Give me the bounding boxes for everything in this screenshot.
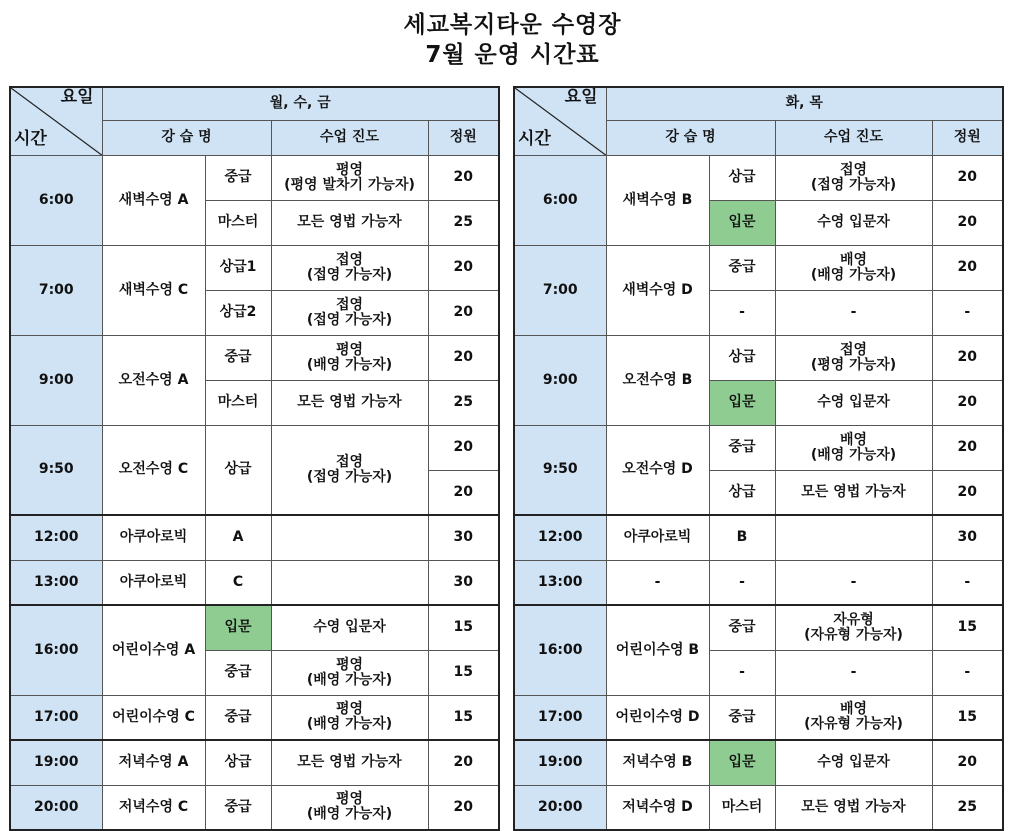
progress-line: (접영 가능자) xyxy=(306,468,393,485)
table-row xyxy=(10,335,499,380)
level-cell: C xyxy=(205,560,271,605)
table-row xyxy=(514,515,1003,560)
progress-line: (자유형 가능자) xyxy=(804,626,903,643)
time-cell: 20:00 xyxy=(10,785,102,830)
class-name-cell: 오전수영 C xyxy=(102,425,205,515)
time-cell: 9:00 xyxy=(10,335,102,425)
capacity-cell: 15 xyxy=(428,695,499,740)
progress-cell xyxy=(775,560,932,605)
class-name-cell: 오전수영 A xyxy=(102,335,205,425)
progress-line: 수영 입문자 xyxy=(313,619,386,636)
title-line-2: 7월 운영 시간표 xyxy=(425,42,600,68)
class-name-header: 강 습 명 xyxy=(102,120,271,155)
progress-line: 접영 xyxy=(335,296,364,313)
progress-cell xyxy=(271,425,428,515)
progress-cell xyxy=(271,785,428,830)
class-name-cell: 새벽수영 D xyxy=(606,245,709,335)
level-cell: - xyxy=(709,290,775,335)
time-cell: 12:00 xyxy=(10,515,102,560)
table-row xyxy=(514,155,1003,200)
time-cell: 9:50 xyxy=(10,425,102,515)
corner-header-cell xyxy=(10,87,102,155)
capacity-cell: 20 xyxy=(428,155,499,200)
level-cell: 상급 xyxy=(709,470,775,515)
level-cell: 중급 xyxy=(709,425,775,470)
progress-cell xyxy=(775,515,932,560)
progress-line: 접영 xyxy=(335,251,364,268)
progress-line: (접영 가능자) xyxy=(810,176,897,193)
level-cell: 중급 xyxy=(205,335,271,380)
capacity-cell: 15 xyxy=(428,605,499,650)
table-row xyxy=(10,785,499,830)
capacity-cell: - xyxy=(932,560,1003,605)
table-row xyxy=(10,425,499,470)
time-cell: 7:00 xyxy=(514,245,606,335)
level-cell: - xyxy=(709,560,775,605)
level-cell: 중급 xyxy=(709,605,775,650)
time-label: 시간 xyxy=(14,128,47,149)
progress-line: - xyxy=(850,664,857,680)
progress-cell xyxy=(271,740,428,785)
time-cell: 17:00 xyxy=(514,695,606,740)
time-cell: 12:00 xyxy=(514,515,606,560)
level-cell: 마스터 xyxy=(205,380,271,425)
class-name-cell: 어린이수영 D xyxy=(606,695,709,740)
time-cell: 16:00 xyxy=(10,605,102,695)
progress-line: 자유형 xyxy=(833,611,874,628)
level-cell: 중급 xyxy=(205,785,271,830)
progress-cell xyxy=(775,650,932,695)
progress-cell xyxy=(775,335,932,380)
schedule-table-tue-thu xyxy=(513,86,1004,831)
capacity-cell: 25 xyxy=(428,200,499,245)
progress-line: 모든 영법 가능자 xyxy=(801,483,906,500)
progress-cell xyxy=(271,515,428,560)
level-cell: 중급 xyxy=(709,695,775,740)
progress-line: 배영 xyxy=(839,251,868,268)
table-row xyxy=(514,605,1003,650)
progress-cell xyxy=(271,335,428,380)
table-row xyxy=(514,560,1003,605)
progress-cell xyxy=(775,740,932,785)
class-name-header: 강 습 명 xyxy=(606,120,775,155)
corner-header-cell xyxy=(514,87,606,155)
level-cell: 입문 xyxy=(709,200,775,245)
time-cell: 19:00 xyxy=(514,740,606,785)
time-cell: 13:00 xyxy=(10,560,102,605)
progress-line: 모든 영법 가능자 xyxy=(297,754,402,771)
progress-line: (접영 가능자) xyxy=(306,266,393,283)
capacity-cell: 20 xyxy=(428,290,499,335)
capacity-cell: 20 xyxy=(428,425,499,470)
time-cell: 6:00 xyxy=(514,155,606,245)
capacity-cell: 25 xyxy=(428,380,499,425)
level-cell: 마스터 xyxy=(205,200,271,245)
progress-line: 모든 영법 가능자 xyxy=(297,214,402,230)
table-row xyxy=(514,740,1003,785)
class-name-cell: 오전수영 D xyxy=(606,425,709,515)
level-cell: 상급 xyxy=(205,425,271,515)
progress-line: 평영 xyxy=(335,791,364,808)
progress-line: (배영 가능자) xyxy=(810,446,897,463)
progress-cell xyxy=(271,290,428,335)
time-cell: 9:50 xyxy=(514,425,606,515)
progress-line: - xyxy=(850,573,857,590)
progress-cell xyxy=(775,425,932,470)
class-name-cell: 새벽수영 B xyxy=(606,155,709,245)
level-cell: 중급 xyxy=(205,155,271,200)
title-line-1: 세교복지타운 수영장 xyxy=(403,12,622,38)
progress-line: (접영 가능자) xyxy=(306,311,393,328)
table-row xyxy=(10,155,499,200)
capacity-cell: 20 xyxy=(932,245,1003,290)
table-row xyxy=(514,785,1003,830)
level-cell: 입문 xyxy=(709,380,775,425)
progress-line: 평영 xyxy=(335,656,364,673)
progress-line: (배영 가능자) xyxy=(306,716,393,733)
progress-cell xyxy=(775,695,932,740)
day-label: 요일 xyxy=(60,87,94,107)
class-name-cell: 어린이수영 B xyxy=(606,605,709,695)
capacity-cell: 30 xyxy=(428,560,499,605)
table-row xyxy=(10,515,499,560)
progress-line: 접영 xyxy=(839,161,868,178)
level-cell: 상급2 xyxy=(205,290,271,335)
class-name-cell: 저녁수영 B xyxy=(606,740,709,785)
level-cell: 중급 xyxy=(205,650,271,695)
progress-line: 수영 입문자 xyxy=(817,214,890,230)
progress-cell xyxy=(775,290,932,335)
class-name-cell: 아쿠아로빅 xyxy=(102,515,205,560)
class-name-cell: 아쿠아로빅 xyxy=(102,560,205,605)
progress-cell xyxy=(271,605,428,650)
time-cell: 16:00 xyxy=(514,605,606,695)
class-name-cell: 저녁수영 D xyxy=(606,785,709,830)
capacity-cell: 20 xyxy=(428,740,499,785)
time-cell: 20:00 xyxy=(514,785,606,830)
progress-line: (평영 발차기 가능자) xyxy=(284,176,415,193)
level-cell: 상급 xyxy=(709,155,775,200)
capacity-cell: 20 xyxy=(428,245,499,290)
progress-line: (배영 가능자) xyxy=(810,266,897,283)
progress-cell xyxy=(271,155,428,200)
days-header: 월, 수, 금 xyxy=(102,87,499,120)
progress-line: 배영 xyxy=(839,431,868,448)
class-name-cell: - xyxy=(606,560,709,605)
level-cell: 입문 xyxy=(709,740,775,785)
progress-line: 모든 영법 가능자 xyxy=(297,394,402,410)
progress-cell xyxy=(775,155,932,200)
time-cell: 6:00 xyxy=(10,155,102,245)
level-cell: 마스터 xyxy=(709,785,775,830)
level-cell: 중급 xyxy=(205,695,271,740)
capacity-cell: - xyxy=(932,650,1003,695)
level-cell: 상급 xyxy=(205,740,271,785)
level-cell: 상급 xyxy=(709,335,775,380)
progress-cell xyxy=(271,560,428,605)
capacity-cell: 25 xyxy=(932,785,1003,830)
class-name-cell: 새벽수영 C xyxy=(102,245,205,335)
table-row xyxy=(514,245,1003,290)
days-header: 화, 목 xyxy=(606,87,1003,120)
table-row xyxy=(514,335,1003,380)
capacity-cell: 15 xyxy=(428,650,499,695)
progress-cell xyxy=(775,785,932,830)
time-label: 시간 xyxy=(518,128,551,149)
capacity-cell: 20 xyxy=(428,470,499,515)
table-row xyxy=(10,560,499,605)
time-cell: 19:00 xyxy=(10,740,102,785)
progress-line: (배영 가능자) xyxy=(306,671,393,688)
progress-line: 평영 xyxy=(335,341,364,358)
level-cell: 중급 xyxy=(709,245,775,290)
time-cell: 7:00 xyxy=(10,245,102,335)
table-row xyxy=(514,425,1003,470)
progress-cell xyxy=(775,605,932,650)
table-row xyxy=(10,740,499,785)
progress-line: (배영 가능자) xyxy=(306,356,393,373)
table-row xyxy=(10,605,499,650)
progress-line: 배영 xyxy=(839,701,868,718)
progress-header: 수업 진도 xyxy=(271,120,428,155)
level-cell: - xyxy=(709,650,775,695)
progress-line: 수영 입문자 xyxy=(817,394,890,410)
capacity-cell: 20 xyxy=(932,380,1003,425)
progress-cell xyxy=(775,380,932,425)
progress-line: (자유형 가능자) xyxy=(804,716,903,733)
progress-line: (배영 가능자) xyxy=(306,806,393,823)
class-name-cell: 저녁수영 A xyxy=(102,740,205,785)
capacity-cell: 20 xyxy=(932,470,1003,515)
class-name-cell: 새벽수영 A xyxy=(102,155,205,245)
progress-header: 수업 진도 xyxy=(775,120,932,155)
capacity-cell: - xyxy=(932,290,1003,335)
time-cell: 9:00 xyxy=(514,335,606,425)
schedule-table-mon-wed-fri xyxy=(9,86,500,831)
capacity-cell: 20 xyxy=(932,155,1003,200)
progress-line: (평영 가능자) xyxy=(810,356,897,373)
level-cell: 상급1 xyxy=(205,245,271,290)
table-row xyxy=(10,695,499,740)
progress-cell xyxy=(271,695,428,740)
progress-cell xyxy=(775,200,932,245)
class-name-cell: 어린이수영 C xyxy=(102,695,205,740)
time-cell: 17:00 xyxy=(10,695,102,740)
capacity-cell: 20 xyxy=(428,785,499,830)
capacity-header: 정원 xyxy=(932,120,1003,155)
capacity-cell: 20 xyxy=(428,335,499,380)
capacity-cell: 15 xyxy=(932,605,1003,650)
day-label: 요일 xyxy=(564,87,598,107)
capacity-header: 정원 xyxy=(428,120,499,155)
class-name-cell: 아쿠아로빅 xyxy=(606,515,709,560)
class-name-cell: 오전수영 B xyxy=(606,335,709,425)
capacity-cell: 15 xyxy=(932,695,1003,740)
progress-cell xyxy=(775,245,932,290)
progress-line: 평영 xyxy=(335,161,364,178)
level-cell: A xyxy=(205,515,271,560)
progress-line: 접영 xyxy=(335,453,364,470)
progress-cell xyxy=(271,200,428,245)
capacity-cell: 30 xyxy=(932,515,1003,560)
capacity-cell: 30 xyxy=(428,515,499,560)
progress-line: 수영 입문자 xyxy=(817,754,890,771)
progress-cell xyxy=(271,650,428,695)
class-name-cell: 어린이수영 A xyxy=(102,605,205,695)
table-row xyxy=(10,245,499,290)
progress-cell xyxy=(775,470,932,515)
class-name-cell: 저녁수영 C xyxy=(102,785,205,830)
capacity-cell: 20 xyxy=(932,425,1003,470)
progress-line: 모든 영법 가능자 xyxy=(801,798,906,815)
time-cell: 13:00 xyxy=(514,560,606,605)
capacity-cell: 20 xyxy=(932,335,1003,380)
level-cell: B xyxy=(709,515,775,560)
progress-cell xyxy=(271,380,428,425)
progress-cell xyxy=(271,245,428,290)
level-cell: 입문 xyxy=(205,605,271,650)
progress-line: 평영 xyxy=(335,701,364,718)
capacity-cell: 20 xyxy=(932,200,1003,245)
capacity-cell: 20 xyxy=(932,740,1003,785)
progress-line: 접영 xyxy=(839,341,868,358)
progress-line: - xyxy=(850,304,857,320)
table-row xyxy=(514,695,1003,740)
